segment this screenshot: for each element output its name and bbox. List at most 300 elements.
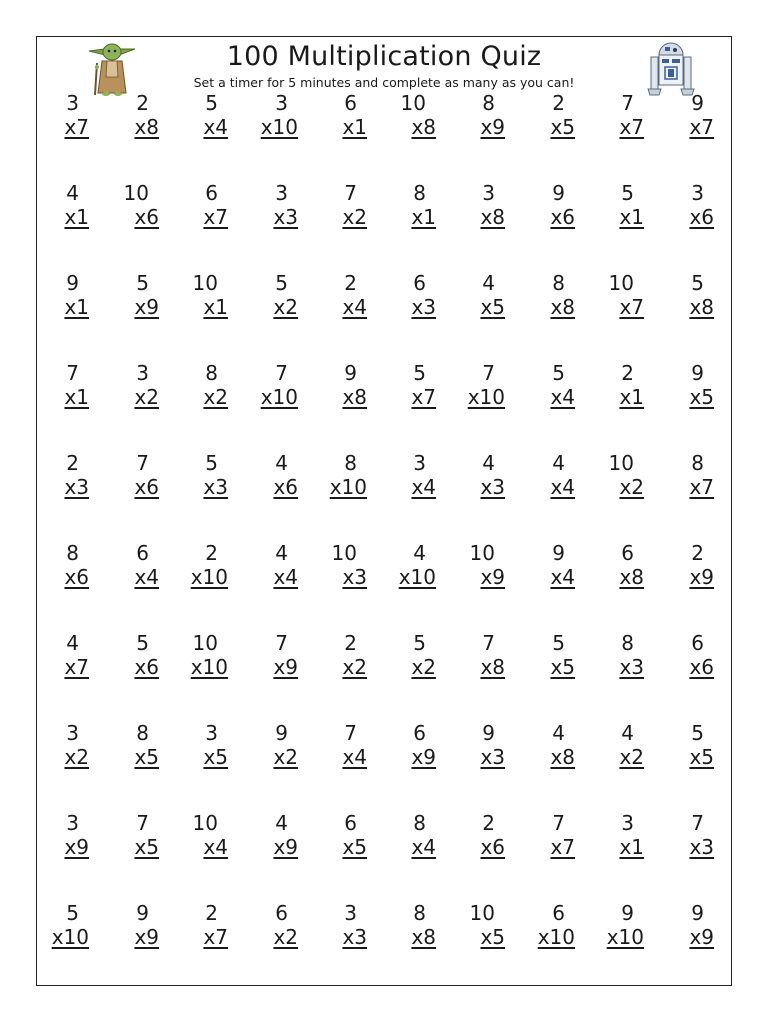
multiplicand: 7 <box>275 631 288 655</box>
multiplicand: 9 <box>691 361 704 385</box>
problem <box>445 543 505 587</box>
multiplicand: 4 <box>413 541 426 565</box>
multiplicand: 9 <box>136 901 149 925</box>
problem <box>515 363 575 407</box>
multiplier: x2 <box>342 655 367 679</box>
multiplicand: 9 <box>275 721 288 745</box>
problem <box>99 903 159 947</box>
multiplicand: 4 <box>275 541 288 565</box>
multiplier: x10 <box>190 655 228 679</box>
problem <box>29 543 89 587</box>
multiplier: x10 <box>51 925 89 949</box>
multiplicand: 3 <box>275 91 288 115</box>
multiplicand: 10 <box>123 181 149 205</box>
problem <box>654 543 714 587</box>
multiplicand: 9 <box>691 901 704 925</box>
multiplier: x2 <box>619 475 644 499</box>
multiplier: x10 <box>467 385 505 409</box>
multiplicand: 4 <box>66 181 79 205</box>
problem <box>29 93 89 137</box>
multiplicand: 6 <box>136 541 149 565</box>
problem <box>654 363 714 407</box>
problem <box>376 183 436 227</box>
multiplicand: 7 <box>691 811 704 835</box>
multiplicand: 6 <box>275 901 288 925</box>
multiplier: x6 <box>480 835 505 859</box>
problem <box>238 183 298 227</box>
problem <box>168 93 228 137</box>
multiplier: x2 <box>342 205 367 229</box>
multiplier: x8 <box>550 745 575 769</box>
multiplier: x3 <box>619 655 644 679</box>
problem <box>515 273 575 317</box>
multiplicand: 5 <box>691 271 704 295</box>
multiplier: x8 <box>134 115 159 139</box>
multiplier: x8 <box>619 565 644 589</box>
multiplicand: 9 <box>691 91 704 115</box>
multiplier: x6 <box>550 205 575 229</box>
multiplicand: 4 <box>275 451 288 475</box>
problem <box>307 723 367 767</box>
problem <box>307 903 367 947</box>
multiplicand: 8 <box>413 181 426 205</box>
multiplier: x10 <box>260 115 298 139</box>
multiplier: x7 <box>203 205 228 229</box>
multiplicand: 3 <box>136 361 149 385</box>
multiplicand: 8 <box>205 361 218 385</box>
multiplicand: 4 <box>66 631 79 655</box>
problem <box>238 633 298 677</box>
multiplicand: 4 <box>552 721 565 745</box>
multiplier: x6 <box>134 205 159 229</box>
multiplicand: 6 <box>621 541 634 565</box>
multiplicand: 3 <box>66 811 79 835</box>
problem <box>584 903 644 947</box>
problem <box>238 813 298 857</box>
problem <box>307 273 367 317</box>
multiplier: x1 <box>619 835 644 859</box>
multiplier: x3 <box>480 475 505 499</box>
problem <box>445 813 505 857</box>
problem <box>238 543 298 587</box>
multiplicand: 2 <box>205 901 218 925</box>
problem <box>168 633 228 677</box>
problem <box>307 183 367 227</box>
multiplier: x10 <box>606 925 644 949</box>
problem <box>654 723 714 767</box>
multiplicand: 10 <box>192 811 218 835</box>
multiplicand: 10 <box>469 541 495 565</box>
multiplicand: 8 <box>413 811 426 835</box>
problem <box>654 633 714 677</box>
problem <box>584 543 644 587</box>
multiplier: x4 <box>273 565 298 589</box>
problem <box>515 723 575 767</box>
problem <box>29 633 89 677</box>
multiplier: x8 <box>689 295 714 319</box>
multiplier: x2 <box>64 745 89 769</box>
problem <box>307 543 367 587</box>
problem <box>376 453 436 497</box>
multiplicand: 2 <box>136 91 149 115</box>
multiplicand: 2 <box>66 451 79 475</box>
multiplicand: 7 <box>136 811 149 835</box>
multiplier: x8 <box>411 115 436 139</box>
problem <box>168 453 228 497</box>
problem <box>168 363 228 407</box>
multiplicand: 5 <box>552 631 565 655</box>
multiplicand: 7 <box>482 631 495 655</box>
multiplicand: 10 <box>608 271 634 295</box>
multiplicand: 6 <box>344 91 357 115</box>
multiplier: x4 <box>342 295 367 319</box>
problem <box>654 903 714 947</box>
multiplicand: 5 <box>205 451 218 475</box>
multiplier: x9 <box>134 925 159 949</box>
multiplier: x1 <box>619 205 644 229</box>
multiplier: x6 <box>134 655 159 679</box>
multiplicand: 6 <box>691 631 704 655</box>
multiplicand: 3 <box>205 721 218 745</box>
problem <box>584 453 644 497</box>
problem <box>376 363 436 407</box>
problem <box>99 723 159 767</box>
multiplier: x7 <box>64 655 89 679</box>
multiplier: x9 <box>64 835 89 859</box>
multiplicand: 9 <box>482 721 495 745</box>
problem <box>307 93 367 137</box>
problem <box>654 273 714 317</box>
multiplicand: 10 <box>400 91 426 115</box>
multiplier: x7 <box>411 385 436 409</box>
multiplier: x3 <box>411 295 436 319</box>
multiplier: x7 <box>619 115 644 139</box>
multiplier: x7 <box>203 925 228 949</box>
problem <box>445 723 505 767</box>
multiplicand: 5 <box>621 181 634 205</box>
problem <box>307 633 367 677</box>
multiplier: x8 <box>550 295 575 319</box>
problem <box>29 813 89 857</box>
problem <box>376 723 436 767</box>
multiplicand: 5 <box>691 721 704 745</box>
problem <box>584 813 644 857</box>
multiplicand: 2 <box>344 271 357 295</box>
multiplier: x3 <box>273 205 298 229</box>
problem <box>168 273 228 317</box>
multiplicand: 10 <box>192 631 218 655</box>
problem <box>168 183 228 227</box>
multiplier: x8 <box>411 925 436 949</box>
multiplicand: 9 <box>552 181 565 205</box>
multiplicand: 2 <box>621 361 634 385</box>
multiplier: x3 <box>342 565 367 589</box>
page-title: 100 Multiplication Quiz <box>226 41 542 72</box>
problem <box>376 903 436 947</box>
multiplicand: 8 <box>413 901 426 925</box>
multiplicand: 7 <box>344 181 357 205</box>
multiplier: x4 <box>203 115 228 139</box>
multiplier: x5 <box>342 835 367 859</box>
multiplicand: 8 <box>621 631 634 655</box>
problem <box>376 273 436 317</box>
multiplier: x4 <box>411 835 436 859</box>
multiplier: x5 <box>480 925 505 949</box>
multiplicand: 8 <box>691 451 704 475</box>
multiplier: x7 <box>689 475 714 499</box>
multiplier: x5 <box>689 745 714 769</box>
multiplier: x7 <box>64 115 89 139</box>
multiplier: x3 <box>203 475 228 499</box>
problem <box>654 813 714 857</box>
problem <box>445 183 505 227</box>
multiplicand: 7 <box>482 361 495 385</box>
multiplicand: 7 <box>136 451 149 475</box>
multiplier: x8 <box>480 655 505 679</box>
multiplicand: 8 <box>344 451 357 475</box>
multiplicand: 5 <box>205 91 218 115</box>
multiplier: x4 <box>411 475 436 499</box>
multiplicand: 3 <box>344 901 357 925</box>
problem <box>445 363 505 407</box>
multiplier: x5 <box>550 115 575 139</box>
problem <box>238 93 298 137</box>
multiplicand: 7 <box>66 361 79 385</box>
problem <box>584 273 644 317</box>
problem <box>238 723 298 767</box>
multiplier: x10 <box>537 925 575 949</box>
multiplier: x9 <box>411 745 436 769</box>
problem <box>445 633 505 677</box>
multiplier: x2 <box>273 925 298 949</box>
multiplicand: 5 <box>552 361 565 385</box>
multiplicand: 4 <box>275 811 288 835</box>
problem <box>307 453 367 497</box>
multiplier: x8 <box>480 205 505 229</box>
multiplier: x6 <box>273 475 298 499</box>
multiplicand: 7 <box>344 721 357 745</box>
multiplicand: 10 <box>331 541 357 565</box>
multiplicand: 8 <box>482 91 495 115</box>
multiplier: x4 <box>550 385 575 409</box>
multiplier: x9 <box>689 565 714 589</box>
multiplicand: 3 <box>66 721 79 745</box>
multiplier: x5 <box>480 295 505 319</box>
problem <box>168 543 228 587</box>
multiplier: x7 <box>619 295 644 319</box>
multiplier: x9 <box>480 565 505 589</box>
problem <box>584 183 644 227</box>
multiplicand: 8 <box>552 271 565 295</box>
problem <box>238 453 298 497</box>
multiplier: x8 <box>342 385 367 409</box>
multiplier: x2 <box>411 655 436 679</box>
multiplicand: 4 <box>482 451 495 475</box>
problem <box>29 183 89 227</box>
problem <box>29 363 89 407</box>
problem <box>376 543 436 587</box>
problem <box>168 903 228 947</box>
problem <box>515 183 575 227</box>
multiplicand: 7 <box>621 91 634 115</box>
multiplicand: 9 <box>66 271 79 295</box>
multiplier: x7 <box>689 115 714 139</box>
problem <box>515 453 575 497</box>
multiplier: x3 <box>689 835 714 859</box>
problem <box>238 273 298 317</box>
multiplicand: 7 <box>275 361 288 385</box>
problem <box>376 633 436 677</box>
multiplicand: 2 <box>552 91 565 115</box>
multiplier: x4 <box>550 475 575 499</box>
multiplier: x10 <box>398 565 436 589</box>
multiplicand: 3 <box>66 91 79 115</box>
problem <box>515 93 575 137</box>
multiplier: x1 <box>64 295 89 319</box>
multiplier: x3 <box>480 745 505 769</box>
multiplier: x1 <box>64 385 89 409</box>
problem <box>376 93 436 137</box>
multiplier: x9 <box>134 295 159 319</box>
problem <box>515 633 575 677</box>
multiplicand: 5 <box>66 901 79 925</box>
multiplicand: 6 <box>205 181 218 205</box>
multiplier: x5 <box>134 835 159 859</box>
multiplicand: 2 <box>344 631 357 655</box>
problem <box>307 813 367 857</box>
problem <box>99 183 159 227</box>
problem <box>99 273 159 317</box>
multiplier: x9 <box>480 115 505 139</box>
problem <box>99 633 159 677</box>
multiplier: x3 <box>64 475 89 499</box>
problem <box>584 633 644 677</box>
multiplicand: 6 <box>413 271 426 295</box>
problem <box>584 363 644 407</box>
problem <box>99 93 159 137</box>
multiplicand: 5 <box>275 271 288 295</box>
problem <box>515 903 575 947</box>
multiplier: x5 <box>134 745 159 769</box>
multiplier: x5 <box>550 655 575 679</box>
multiplicand: 3 <box>413 451 426 475</box>
problem <box>99 453 159 497</box>
multiplier: x10 <box>260 385 298 409</box>
multiplicand: 2 <box>482 811 495 835</box>
multiplicand: 3 <box>482 181 495 205</box>
multiplicand: 6 <box>413 721 426 745</box>
multiplier: x4 <box>134 565 159 589</box>
problem <box>515 813 575 857</box>
problem <box>238 903 298 947</box>
multiplicand: 5 <box>413 631 426 655</box>
problem <box>376 813 436 857</box>
problem <box>168 723 228 767</box>
multiplier: x1 <box>411 205 436 229</box>
multiplicand: 9 <box>621 901 634 925</box>
multiplier: x2 <box>273 295 298 319</box>
multiplicand: 4 <box>552 451 565 475</box>
multiplicand: 6 <box>552 901 565 925</box>
problem <box>29 903 89 947</box>
problem <box>515 543 575 587</box>
problem <box>445 273 505 317</box>
multiplier: x3 <box>342 925 367 949</box>
multiplicand: 3 <box>275 181 288 205</box>
problem <box>445 453 505 497</box>
multiplicand: 5 <box>413 361 426 385</box>
worksheet <box>36 36 732 986</box>
problem <box>29 273 89 317</box>
multiplier: x9 <box>273 835 298 859</box>
multiplicand: 7 <box>552 811 565 835</box>
problem <box>29 723 89 767</box>
multiplicand: 8 <box>136 721 149 745</box>
multiplier: x2 <box>203 385 228 409</box>
multiplier: x4 <box>550 565 575 589</box>
problem <box>654 93 714 137</box>
multiplicand: 10 <box>608 451 634 475</box>
multiplier: x1 <box>619 385 644 409</box>
multiplier: x9 <box>273 655 298 679</box>
problem <box>307 363 367 407</box>
multiplicand: 4 <box>482 271 495 295</box>
multiplier: x2 <box>134 385 159 409</box>
problem <box>584 723 644 767</box>
multiplicand: 3 <box>621 811 634 835</box>
problem <box>99 813 159 857</box>
problem <box>99 543 159 587</box>
multiplier: x4 <box>342 745 367 769</box>
instructions: Set a timer for 5 minutes and complete as many as you can! <box>193 75 575 90</box>
multiplicand: 10 <box>469 901 495 925</box>
multiplier: x1 <box>64 205 89 229</box>
problem <box>238 363 298 407</box>
multiplicand: 9 <box>552 541 565 565</box>
multiplier: x1 <box>203 295 228 319</box>
multiplicand: 5 <box>136 631 149 655</box>
problem <box>99 363 159 407</box>
multiplier: x10 <box>190 565 228 589</box>
multiplier: x4 <box>203 835 228 859</box>
multiplicand: 10 <box>192 271 218 295</box>
multiplier: x2 <box>273 745 298 769</box>
multiplicand: 5 <box>136 271 149 295</box>
multiplier: x5 <box>689 385 714 409</box>
multiplicand: 6 <box>344 811 357 835</box>
multiplier: x6 <box>689 205 714 229</box>
multiplicand: 8 <box>66 541 79 565</box>
multiplicand: 2 <box>205 541 218 565</box>
problem <box>29 453 89 497</box>
multiplicand: 3 <box>691 181 704 205</box>
problem <box>445 93 505 137</box>
problem <box>584 93 644 137</box>
problem <box>654 453 714 497</box>
multiplicand: 4 <box>621 721 634 745</box>
multiplier: x6 <box>689 655 714 679</box>
multiplicand: 2 <box>691 541 704 565</box>
multiplicand: 9 <box>344 361 357 385</box>
multiplier: x2 <box>619 745 644 769</box>
multiplier: x6 <box>64 565 89 589</box>
multiplier: x6 <box>134 475 159 499</box>
problem <box>654 183 714 227</box>
multiplier: x10 <box>329 475 367 499</box>
problem <box>168 813 228 857</box>
multiplier: x1 <box>342 115 367 139</box>
multiplier: x5 <box>203 745 228 769</box>
